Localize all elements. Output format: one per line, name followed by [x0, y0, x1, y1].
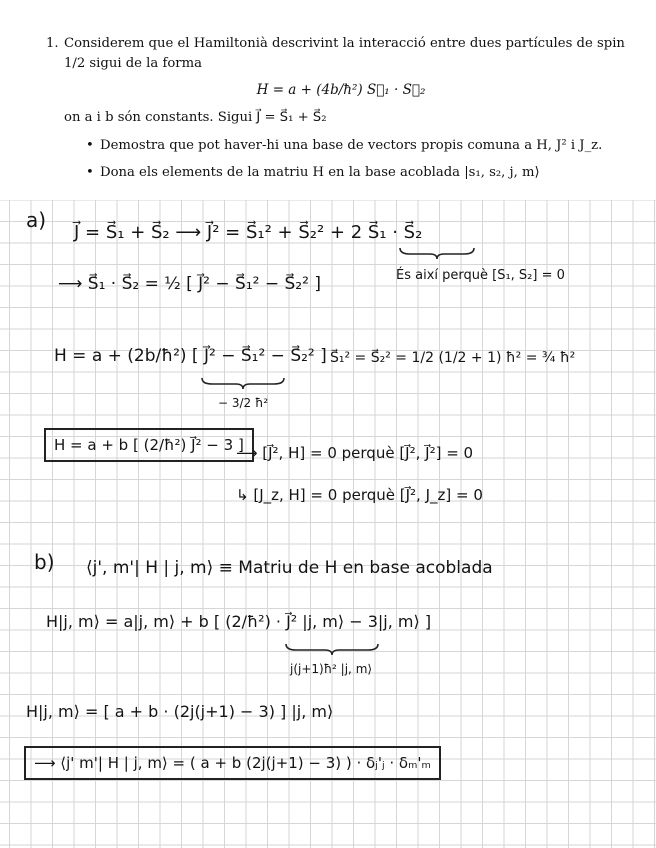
part-b-line3: H|j, m⟩ = [ a + b · (2j(j+1) − 3) ] |j, m⟩	[26, 702, 334, 721]
part-b-line1: ⟨j', m'| H | j, m⟩ ≡ Matriu de H en base acoblada	[86, 558, 493, 578]
problem-number: 1.	[46, 36, 59, 51]
part-b-brace-label: j(j+1)ħ² |j, m⟩	[290, 662, 373, 676]
part-a-eq2: ⟶ S⃗₁ · S⃗₂ = ½ [ J⃗² − S⃗₁² − S⃗₂² ]	[58, 274, 321, 294]
part-a-brace-label: − 3/2 ħ²	[218, 396, 269, 410]
task-item: • Demostra que pot haver-hi una base de vectors propis comuna a H, J² i J_z.	[86, 136, 636, 156]
problem-statement	[46, 34, 636, 190]
bullet-icon: •	[86, 165, 94, 180]
part-a-eq4: S⃗₁² = S⃗₂² = 1/2 (1/2 + 1) ħ² = ¾ ħ²	[330, 350, 576, 366]
part-a-label: a)	[26, 208, 47, 232]
bullet-icon: •	[86, 138, 94, 153]
brace-icon	[284, 642, 380, 656]
problem-definitions: on a i b són constants. Sigui J⃗ = S⃗₁ + S⃗₂	[64, 110, 327, 125]
hamiltonian-formula: H = a + (4b/ħ²) S⃗₁ · S⃗₂	[256, 82, 426, 98]
part-b-boxed-result: ⟶ ⟨j' m'| H | j, m⟩ = ( a + b (2j(j+1) − 3) ) · δⱼ'ⱼ · δₘ'ₘ	[24, 746, 441, 780]
part-a-commutator-1: ⟶ [J⃗², H] = 0 perquè [J⃗², J⃗²] = 0	[236, 444, 474, 462]
task-item: • Dona els elements de la matriu H en la base acoblada |s₁, s₂, j, m⟩	[86, 163, 636, 183]
part-a-eq3: H = a + (2b/ħ²) [ J⃗² − S⃗₁² − S⃗₂² ]	[54, 346, 327, 366]
part-b-line2: H|j, m⟩ = a|j, m⟩ + b [ (2/ħ²) · J⃗² |j, m⟩ − 3|j, m⟩ ]	[46, 612, 432, 631]
part-a-commutator-2: ↳ [J_z, H] = 0 perquè [J⃗², J_z] = 0	[236, 486, 483, 504]
commutator-note: És així perquè [S₁, S₂] = 0	[396, 268, 565, 283]
brace-icon	[200, 376, 286, 390]
part-a-boxed-result: H = a + b [ (2/ħ²) J⃗² − 3 ]	[44, 428, 254, 462]
brace-icon	[398, 246, 476, 260]
task-list	[86, 136, 636, 183]
part-a-eq1: J⃗ = S⃗₁ + S⃗₂ ⟶ J⃗² = S⃗₁² + S⃗₂² + 2 S⃗₁ · S⃗₂	[74, 222, 423, 243]
part-b-label: b)	[34, 550, 55, 574]
problem-intro: Considerem que el Hamiltonià descrivint la interacció entre dues partícules de spin 1/2 sigui de la forma	[64, 36, 625, 71]
